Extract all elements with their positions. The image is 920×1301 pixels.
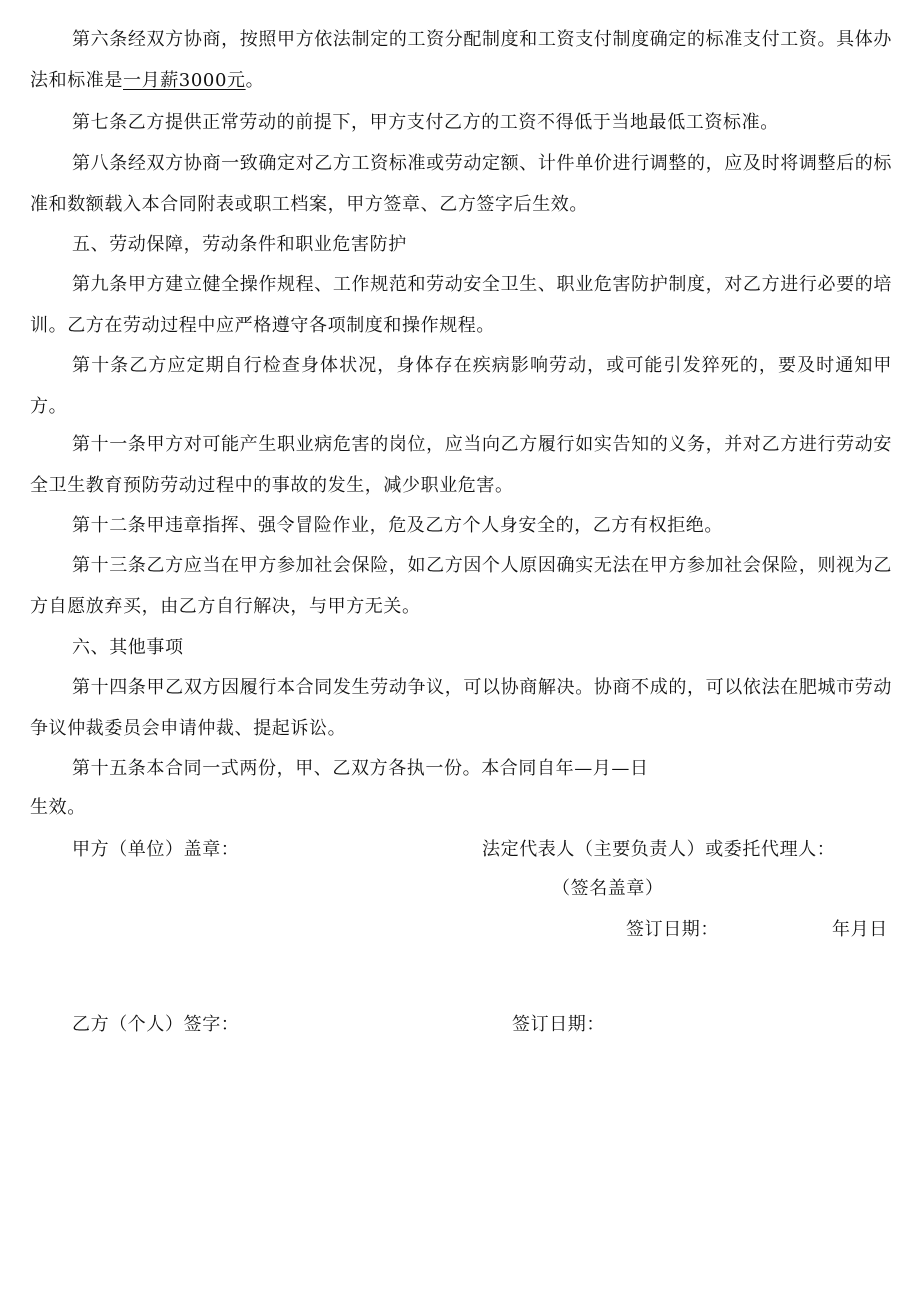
signature-seal-note: （签名盖章）	[552, 878, 664, 899]
article-6	[30, 19, 892, 101]
article-7: 第七条乙方提供正常劳动的前提下，甲方支付乙方的工资不得低于当地最低工资标准。	[72, 112, 779, 133]
article-10: 第十条乙方应定期自行检查身体状况，身体存在疾病影响劳动，或可能引发猝死的，要及时通知甲方。	[30, 355, 892, 417]
legal-representative-label: 法定代表人（主要负责人）或委托代理人：	[482, 839, 836, 860]
article-11: 第十一条甲方对可能产生职业病危害的岗位，应当向乙方履行如实告知的义务，并对乙方进行劳动安全卫生教育预防劳动过程中的事故的发生，减少职业危害。	[30, 434, 892, 496]
article-13: 第十三条乙方应当在甲方参加社会保险，如乙方因个人原因确实无法在甲方参加社会保险，则视为乙方自愿放弃买，由乙方自行解决，与甲方无关。	[30, 555, 892, 617]
party-b-sign-label: 乙方（个人）签字：	[72, 1014, 240, 1035]
article-9: 第九条甲方建立健全操作规程、工作规范和劳动安全卫生、职业危害防护制度，对乙方进行必要的培训。乙方在劳动过程中应严格遵守各项制度和操作规程。	[30, 274, 892, 336]
article-6-prefix: 第六条经双方协商，按照甲方依法制定的工资分配制度和工资支付制度确定的标准支付工资。具体办法和标准是	[30, 29, 892, 91]
article-14: 第十四条甲乙双方因履行本合同发生劳动争议，可以协商解决。协商不成的，可以依法在肥城市劳动争议仲裁委员会申请仲裁、提起诉讼。	[30, 677, 892, 739]
article-8: 第八条经双方协商一致确定对乙方工资标准或劳动定额、计件单价进行调整的，应及时将调整后的标准和数额载入本合同附表或职工档案，甲方签章、乙方签字后生效。	[30, 153, 892, 215]
party-a-sign-date-value: 年月日	[832, 919, 888, 940]
section-5-heading: 五、劳动保障，劳动条件和职业危害防护	[72, 234, 407, 255]
article-15-line-2: 生效。	[30, 797, 86, 818]
party-a-seal-label: 甲方（单位）盖章：	[72, 839, 240, 860]
article-12: 第十二条甲违章指挥、强令冒险作业，危及乙方个人身安全的，乙方有权拒绝。	[72, 515, 723, 536]
party-a-sign-date-label: 签订日期：	[626, 919, 719, 940]
party-b-sign-date-label: 签订日期：	[512, 1014, 605, 1035]
article-6-suffix: 。	[245, 70, 265, 91]
salary-value: 一月薪3000元	[123, 70, 246, 91]
article-15-line-1: 第十五条本合同一式两份，甲、乙双方各执一份。本合同自年—月—日	[72, 758, 649, 779]
section-6-heading: 六、其他事项	[72, 637, 184, 658]
